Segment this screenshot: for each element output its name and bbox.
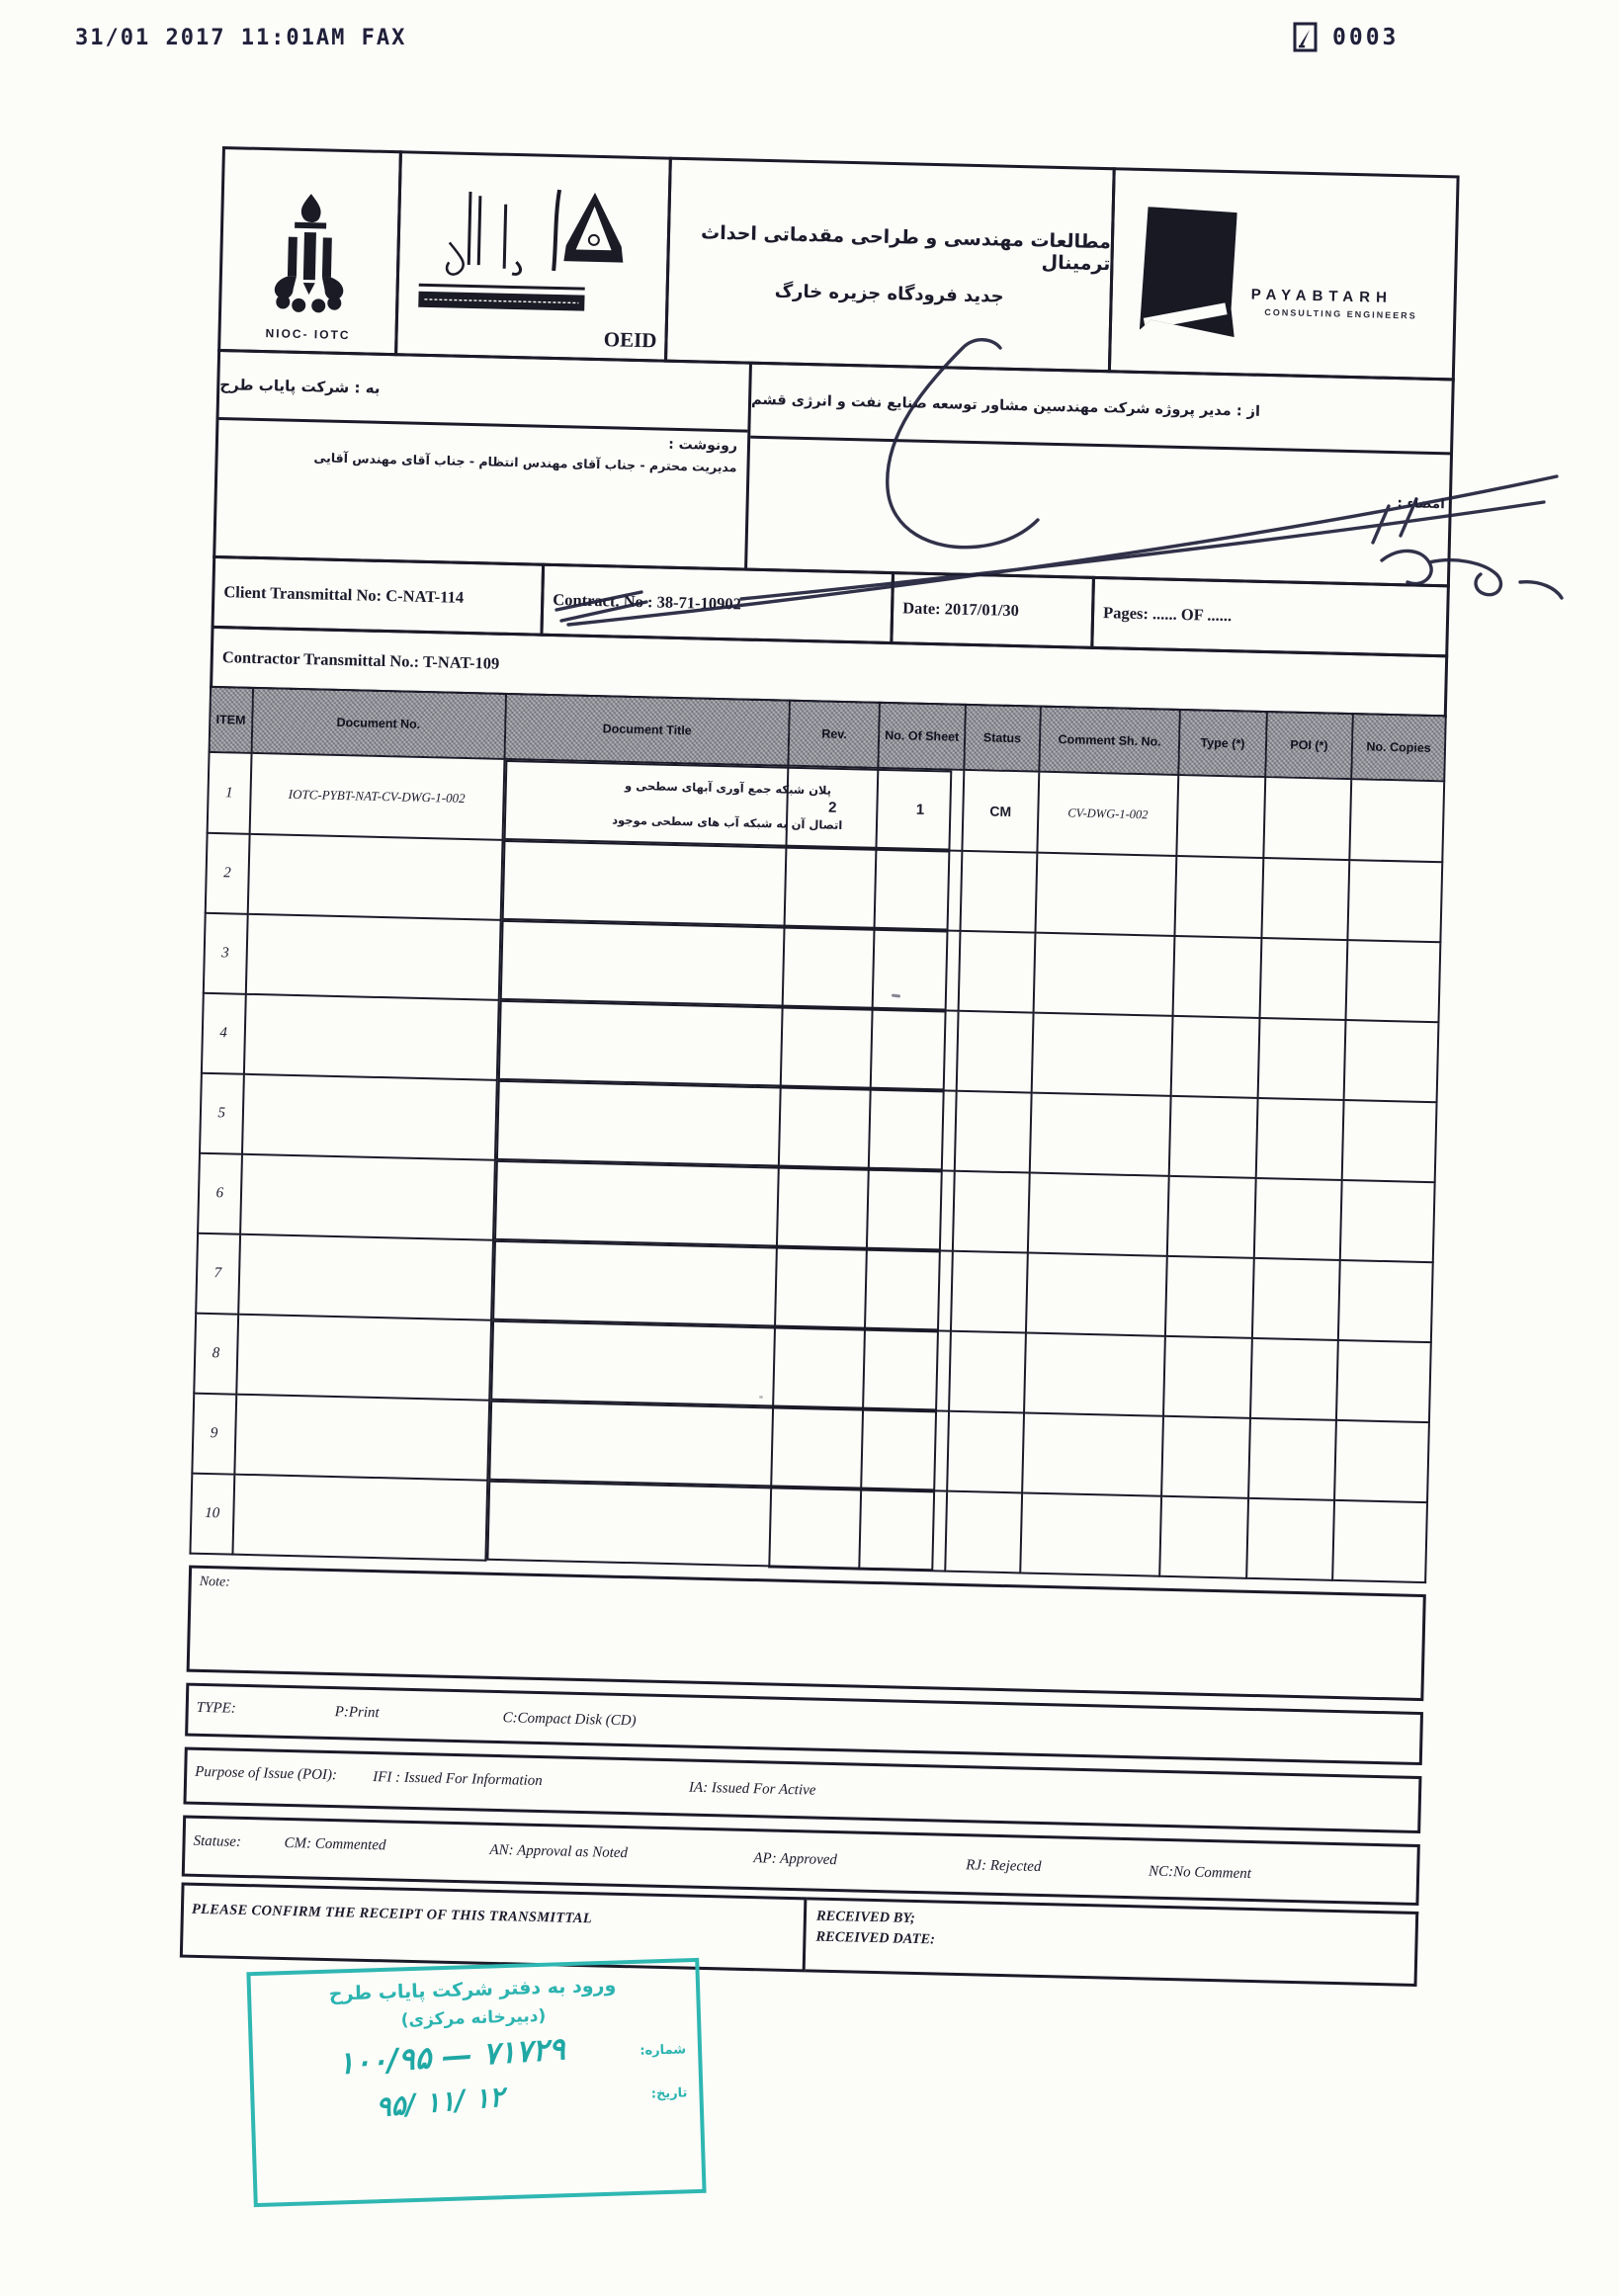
cell-type (1173, 936, 1261, 1018)
cell-type (1161, 1416, 1249, 1498)
cell-sheets (862, 1409, 949, 1491)
column-header-2: Document Title (504, 694, 790, 766)
cell-comment-sht-no (1030, 1093, 1171, 1176)
cell-poi (1255, 1098, 1343, 1180)
confirm-receipt-text: PLEASE CONFIRM THE RECEIPT OF THIS TRANSMITTAL (180, 1883, 808, 1973)
cell-status (951, 1251, 1028, 1333)
cell-sheets (871, 1009, 958, 1091)
type-item-print: P:Print (334, 1704, 380, 1722)
received-by-label: RECEIVED BY; (815, 1908, 915, 1927)
cell-item: 4 (202, 993, 245, 1074)
parties-section (213, 349, 1455, 587)
scan-speck (759, 1396, 763, 1399)
payabtarh-subtitle: CONSULTING ENGINEERS (1264, 306, 1417, 321)
cell-comment-sht-no (1022, 1412, 1163, 1495)
cell-rev: 2 (787, 766, 879, 849)
cell-poi (1263, 777, 1351, 860)
from-line: از : مدیر پروژه شرکت مهندسین مشاور توسعه صنایع نفت و انرژی قشم (750, 365, 1452, 456)
poi-item-ifi: IFI : Issued For Information (372, 1769, 543, 1790)
poi-label: Purpose of Issue (POI): (195, 1763, 338, 1784)
cell-status (960, 851, 1037, 933)
copy-to-line: مدیریت محترم - جناب آقای مهندس انتظام - جناب آقای مهندس آقایی (313, 450, 737, 475)
column-header-0: ITEM (210, 687, 253, 753)
cell-type (1159, 1496, 1247, 1578)
cell-status (949, 1331, 1026, 1413)
cell-poi (1248, 1418, 1336, 1500)
cell-sheets (875, 849, 962, 931)
column-header-5: Status (964, 705, 1041, 772)
cell-comment-sht-no (1020, 1492, 1161, 1575)
cell-rev (779, 1087, 871, 1169)
cell-poi (1253, 1178, 1341, 1260)
contractor-transmittal-no: Contractor Transmittal No.: T-NAT-109 (210, 626, 1448, 718)
cell-poi (1246, 1498, 1334, 1580)
cell-copies (1348, 860, 1443, 942)
cell-rev (783, 927, 875, 1009)
cell-item: 8 (194, 1314, 237, 1395)
cell-type (1175, 856, 1263, 938)
cell-doc-no (241, 1074, 496, 1160)
status-label: Statuse: (193, 1832, 242, 1850)
cell-poi (1259, 938, 1347, 1020)
cell-sheets (867, 1169, 954, 1251)
project-title-line2: جدید فرودگاه جزیره خارگ (774, 280, 1004, 307)
cell-poi (1257, 1018, 1345, 1100)
oeid-logo-icon (407, 173, 658, 352)
oeid-logo-label: OEID (603, 327, 657, 353)
cell-comment-sht-no (1032, 1013, 1173, 1096)
cell-doc-title: پلان شبکه جمع آوری آبهای سطحی و اتصال آن به شبکه آب های سطحی موجود (503, 760, 952, 851)
status-item-rj: RJ: Rejected (966, 1857, 1042, 1875)
cell-comment-sht-no (1028, 1173, 1169, 1256)
cell-doc-no (247, 834, 502, 920)
project-title-cell (664, 157, 1116, 374)
transmittal-date: Date: 2017/01/30 (890, 571, 1095, 649)
project-title-line1: مطالعات مهندسی و طراحی مقدماتی احداث ترمینال (700, 220, 1112, 275)
cell-sheets (860, 1489, 947, 1572)
copy-label: رونوشت : (667, 436, 738, 455)
contract-no: Contract. No : 38-71-10902 (540, 563, 895, 644)
doc-table-body (190, 752, 1444, 1582)
document-table (189, 686, 1446, 1583)
note-label: Note: (199, 1573, 231, 1590)
recipient-cell (213, 349, 752, 571)
cell-status (958, 931, 1035, 1013)
cell-copies (1338, 1260, 1433, 1342)
cell-doc-no (232, 1475, 487, 1561)
cell-rev (777, 1167, 869, 1249)
stamp-subtitle: (دبیرخانه مرکزی) (400, 2005, 547, 2031)
to-line: به : شرکت پایاب طرح (218, 352, 748, 433)
cell-rev (785, 847, 877, 929)
type-label: TYPE: (196, 1699, 236, 1717)
cell-type (1169, 1096, 1257, 1178)
cell-poi (1252, 1258, 1340, 1340)
cell-doc-no (240, 1154, 495, 1240)
column-header-6: Comment Sh. No. (1039, 707, 1180, 775)
nioc-logo-cell (217, 146, 402, 356)
fax-page-icon (1293, 22, 1319, 53)
column-header-8: POI (*) (1265, 712, 1353, 779)
cell-status (953, 1171, 1030, 1253)
cell-sheets: 1 (877, 768, 964, 851)
cell-type (1163, 1336, 1251, 1418)
fax-timestamp: 31/01 2017 11:01AM FAX (75, 26, 407, 50)
cell-poi (1250, 1338, 1338, 1420)
cell-rev (770, 1487, 862, 1569)
transmittal-form (180, 146, 1460, 1987)
type-item-cd: C:Compact Disk (CD) (502, 1710, 637, 1730)
column-header-3: Rev. (789, 701, 881, 768)
received-date-label: RECEIVED DATE: (815, 1928, 936, 1948)
cell-type (1177, 775, 1265, 858)
fax-page-number: 0003 (1332, 25, 1400, 50)
cell-type (1167, 1176, 1255, 1258)
cell-sheets (865, 1249, 952, 1331)
sender-cell (747, 362, 1455, 588)
cell-copies (1342, 1100, 1437, 1182)
cell-comment-sht-no (1034, 933, 1175, 1016)
column-header-1: Document No. (251, 688, 506, 759)
cell-rev (775, 1247, 867, 1329)
cell-type (1165, 1256, 1253, 1338)
cell-copies (1340, 1180, 1435, 1262)
cell-copies (1334, 1420, 1429, 1502)
column-header-4: No. Of Sheet (879, 703, 966, 770)
status-item-ap: AP: Approved (753, 1850, 838, 1869)
client-transmittal-no: Client Transmittal No: C-NAT-114 (212, 555, 546, 637)
cell-item: 6 (198, 1153, 241, 1234)
cell-status (955, 1091, 1032, 1173)
signature-area (747, 439, 1450, 585)
cell-rev (771, 1406, 863, 1488)
cell-status (945, 1491, 1022, 1573)
cell-doc-no: IOTC-PYBT-NAT-CV-DWG-1-002 (249, 753, 504, 840)
cell-comment-sht-no (1035, 853, 1176, 936)
cell-copies (1344, 1020, 1439, 1102)
pages-field: Pages: ...... OF ...... (1090, 576, 1450, 658)
cell-status: CM (962, 770, 1039, 853)
received-cell (806, 1897, 1419, 1987)
poi-item-ia: IA: Issued For Active (688, 1779, 816, 1799)
cell-doc-no (243, 994, 498, 1080)
cell-poi (1261, 858, 1349, 940)
entry-stamp (246, 1958, 706, 2207)
cell-comment-sht-no (1024, 1332, 1165, 1415)
cell-type (1171, 1016, 1259, 1098)
cell-copies (1349, 779, 1444, 862)
cell-copies (1332, 1500, 1427, 1582)
cell-sheets (873, 929, 960, 1011)
cell-rev (773, 1327, 865, 1409)
cell-item: 1 (208, 752, 251, 834)
cell-copies (1336, 1340, 1431, 1422)
cell-item: 7 (196, 1233, 239, 1315)
fax-header (0, 22, 1619, 61)
column-header-9: No. Copies (1351, 714, 1445, 781)
status-item-cm: CM: Commented (284, 1834, 386, 1854)
stamp-title: ورود به دفتر شرکت پایاب طرح (328, 1974, 617, 2005)
column-header-7: Type (*) (1178, 710, 1266, 777)
cell-copies (1346, 940, 1441, 1022)
cell-doc-no (234, 1395, 489, 1481)
oeid-logo-cell (394, 150, 672, 362)
cell-doc-no (245, 914, 500, 1000)
cell-status (956, 1011, 1033, 1093)
form-header-row (217, 146, 1460, 381)
cell-status (947, 1411, 1024, 1493)
cell-sheets (869, 1089, 956, 1171)
cell-item: 3 (204, 913, 247, 994)
cell-doc-no (236, 1315, 491, 1401)
cell-item: 9 (192, 1394, 235, 1475)
stamp-date-label: تاریخ: (650, 2085, 688, 2102)
status-item-an: AN: Approval as Noted (489, 1841, 629, 1862)
nioc-torch-logo-icon (263, 191, 357, 324)
cell-comment-sht-no: CV-DWG-1-002 (1037, 772, 1178, 856)
signature-label: امضاء : (1397, 495, 1445, 513)
stamp-number-label: شماره: (639, 2041, 687, 2059)
payabtarh-logo-icon (1140, 207, 1237, 337)
cell-doc-no (238, 1234, 493, 1320)
cell-rev (781, 1007, 873, 1089)
cell-sheets (864, 1329, 951, 1411)
stamp-number-handwritten: ۱۰۰/۹۵ — ۷۱۷۲۹ (336, 2031, 566, 2083)
nioc-logo-label: NIOC- IOTC (265, 326, 351, 343)
status-item-nc: NC:No Comment (1148, 1863, 1252, 1883)
cell-item: 2 (206, 833, 249, 914)
stamp-date-handwritten: ۹۵/ ۱۱/ ۱۲ (375, 2080, 506, 2124)
cell-item: 5 (200, 1073, 243, 1154)
cell-item: 10 (190, 1474, 233, 1555)
payabtarh-logo-cell (1108, 167, 1460, 381)
cell-comment-sht-no (1026, 1253, 1167, 1336)
payabtarh-name: PAYABTARH (1250, 286, 1394, 306)
